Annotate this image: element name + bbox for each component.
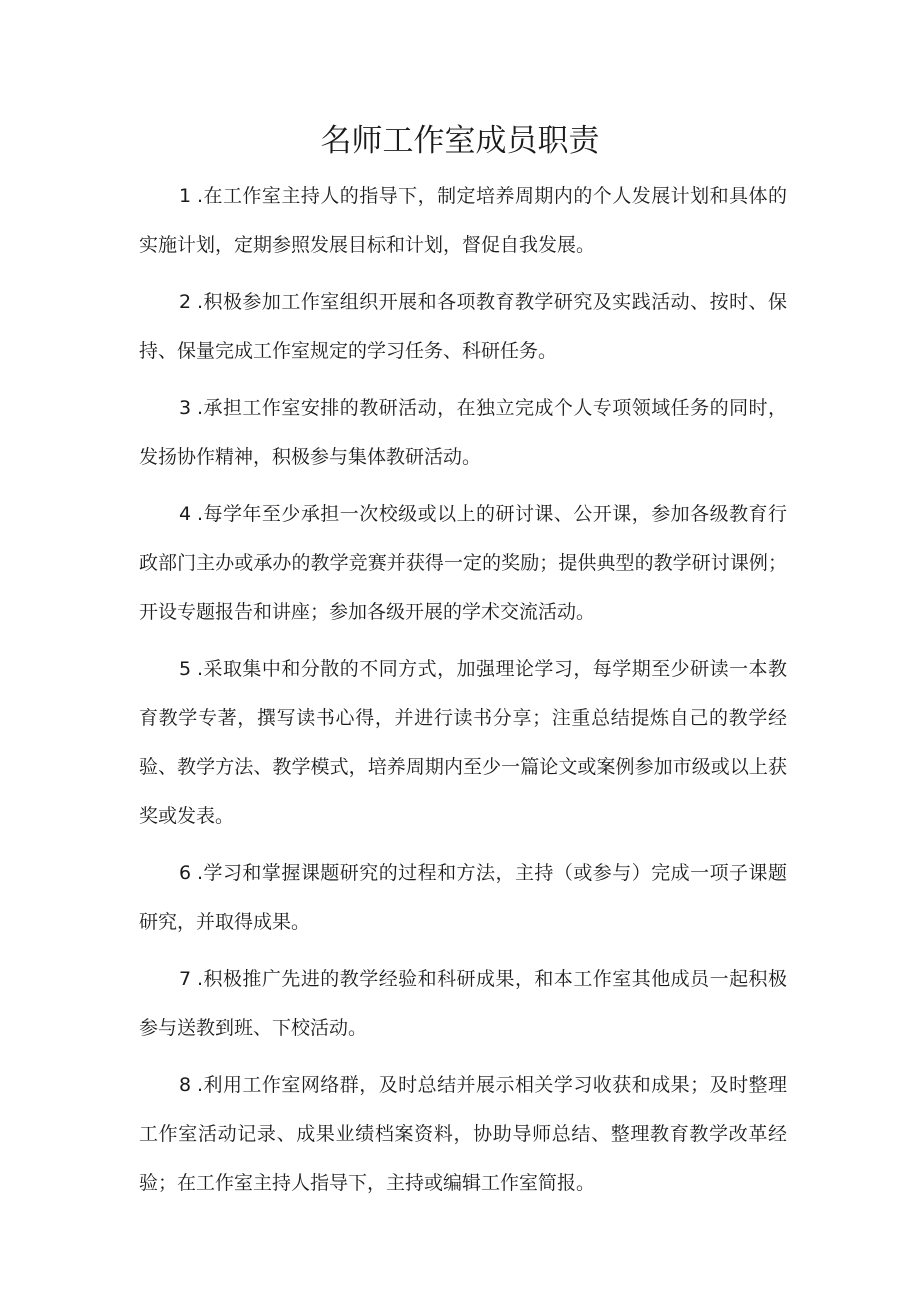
item-text: .在工作室主持人的指导下，制定培养周期内的个人发展计划和具体的实施计划，定期参照发展目标和计划，督促自我发展。 bbox=[139, 185, 787, 256]
item-text: .承担工作室安排的教研活动，在独立完成个人专项领域任务的同时，发扬协作精神，积极参与集体教研活动。 bbox=[139, 397, 787, 468]
item-text: .学习和掌握课题研究的过程和方法，主持（或参与）完成一项子课题研究，并取得成果。 bbox=[139, 862, 787, 933]
item-text: .采取集中和分散的不同方式，加强理论学习，每学期至少研读一本教育教学专著，撰写读书心得，并进行读书分享；注重总结提炼自己的教学经验、教学方法、教学模式，培养周期内至少一篇论文或案例参加市级或以上获奖或发表。 bbox=[139, 658, 787, 827]
duty-item-6 bbox=[139, 849, 787, 947]
item-text: .积极推广先进的教学经验和科研成果，和本工作室其他成员一起积极参与送教到班、下校活动。 bbox=[139, 968, 787, 1039]
document-body bbox=[139, 172, 787, 1216]
item-text: .积极参加工作室组织开展和各项教育教学研究及实践活动、按时、保持、保量完成工作室规定的学习任务、科研任务。 bbox=[139, 291, 787, 362]
item-number: 8 bbox=[179, 1074, 192, 1096]
document-title: 名师工作室成员职责 bbox=[320, 123, 600, 159]
item-number: 7 bbox=[179, 968, 192, 990]
item-number: 4 bbox=[179, 503, 192, 525]
duty-item-8 bbox=[139, 1061, 787, 1208]
item-number: 5 bbox=[179, 658, 192, 680]
duty-item-3 bbox=[139, 384, 787, 482]
item-number: 1 bbox=[179, 185, 192, 207]
item-text: .每学年至少承担一次校级或以上的研讨课、公开课，参加各级教育行政部门主办或承办的教学竞赛并获得一定的奖励；提供典型的教学研讨课例；开设专题报告和讲座；参加各级开展的学术交流活动。 bbox=[139, 503, 787, 623]
duty-item-7 bbox=[139, 955, 787, 1053]
item-number: 3 bbox=[179, 397, 192, 419]
item-number: 6 bbox=[179, 862, 192, 884]
duty-item-4 bbox=[139, 490, 787, 637]
item-number: 2 bbox=[179, 291, 192, 313]
item-text: .利用工作室网络群，及时总结并展示相关学习收获和成果；及时整理工作室活动记录、成果业绩档案资料，协助导师总结、整理教育教学改革经验；在工作室主持人指导下，主持或编辑工作室简报。 bbox=[139, 1074, 787, 1194]
duty-item-2 bbox=[139, 278, 787, 376]
duty-item-5 bbox=[139, 645, 787, 841]
duty-item-1 bbox=[139, 172, 787, 270]
